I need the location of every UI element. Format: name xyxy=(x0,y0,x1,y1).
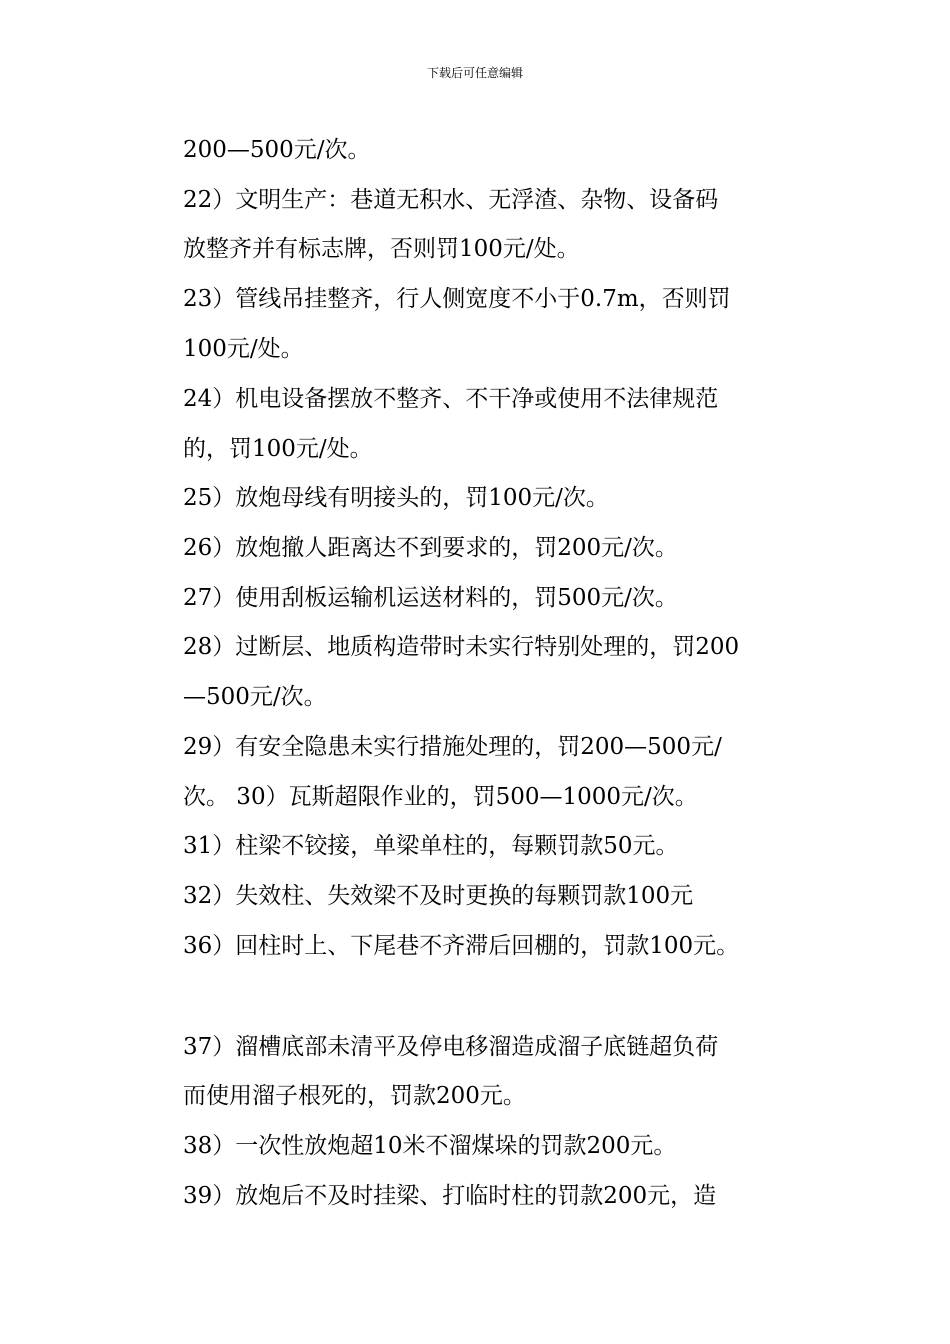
text-line: 29）有安全隐患未实行措施处理的，罚200—500元/ xyxy=(183,734,722,760)
text-line: 36）回柱时上、下尾巷不齐滞后回棚的，罚款100元。 xyxy=(183,933,740,959)
text-line: 26）放炮撤人距离达不到要求的，罚200元/次。 xyxy=(183,535,678,561)
text-line: 37）溜槽底部未清平及停电移溜造成溜子底链超负荷 xyxy=(183,1034,719,1060)
text-line: 的，罚100元/处。 xyxy=(183,436,373,462)
text-line: 而使用溜子根死的，罚款200元。 xyxy=(183,1083,526,1109)
text-line: 24）机电设备摆放不整齐、不干净或使用不法律规范 xyxy=(183,386,719,412)
page-header: 下载后可任意编辑 xyxy=(426,66,523,80)
text-line: 次。 30）瓦斯超限作业的，罚500—1000元/次。 xyxy=(183,784,698,810)
text-line: —500元/次。 xyxy=(183,684,327,710)
text-line: 28）过断层、地质构造带时未实行特别处理的，罚200 xyxy=(183,634,740,660)
text-line: 25）放炮母线有明接头的，罚100元/次。 xyxy=(183,485,609,511)
text-line: 200—500元/次。 xyxy=(183,137,371,163)
text-line: 32）失效柱、失效梁不及时更换的每颗罚款100元 xyxy=(183,883,694,909)
text-line: 27）使用刮板运输机运送材料的，罚500元/次。 xyxy=(183,585,678,611)
text-line: 放整齐并有标志牌，否则罚100元/处。 xyxy=(183,236,580,262)
text-line: 38）一次性放炮超10米不溜煤垛的罚款200元。 xyxy=(183,1133,677,1159)
text-line: 39）放炮后不及时挂梁、打临时柱的罚款200元，造 xyxy=(183,1183,717,1209)
text-line: 31）柱梁不铰接，单梁单柱的，每颗罚款50元。 xyxy=(183,833,679,859)
text-line: 22）文明生产：巷道无积水、无浮渣、杂物、设备码 xyxy=(183,187,719,213)
text-line: 100元/处。 xyxy=(183,336,304,362)
text-line: 23）管线吊挂整齐，行人侧宽度不小于0.7m，否则罚 xyxy=(183,286,731,312)
